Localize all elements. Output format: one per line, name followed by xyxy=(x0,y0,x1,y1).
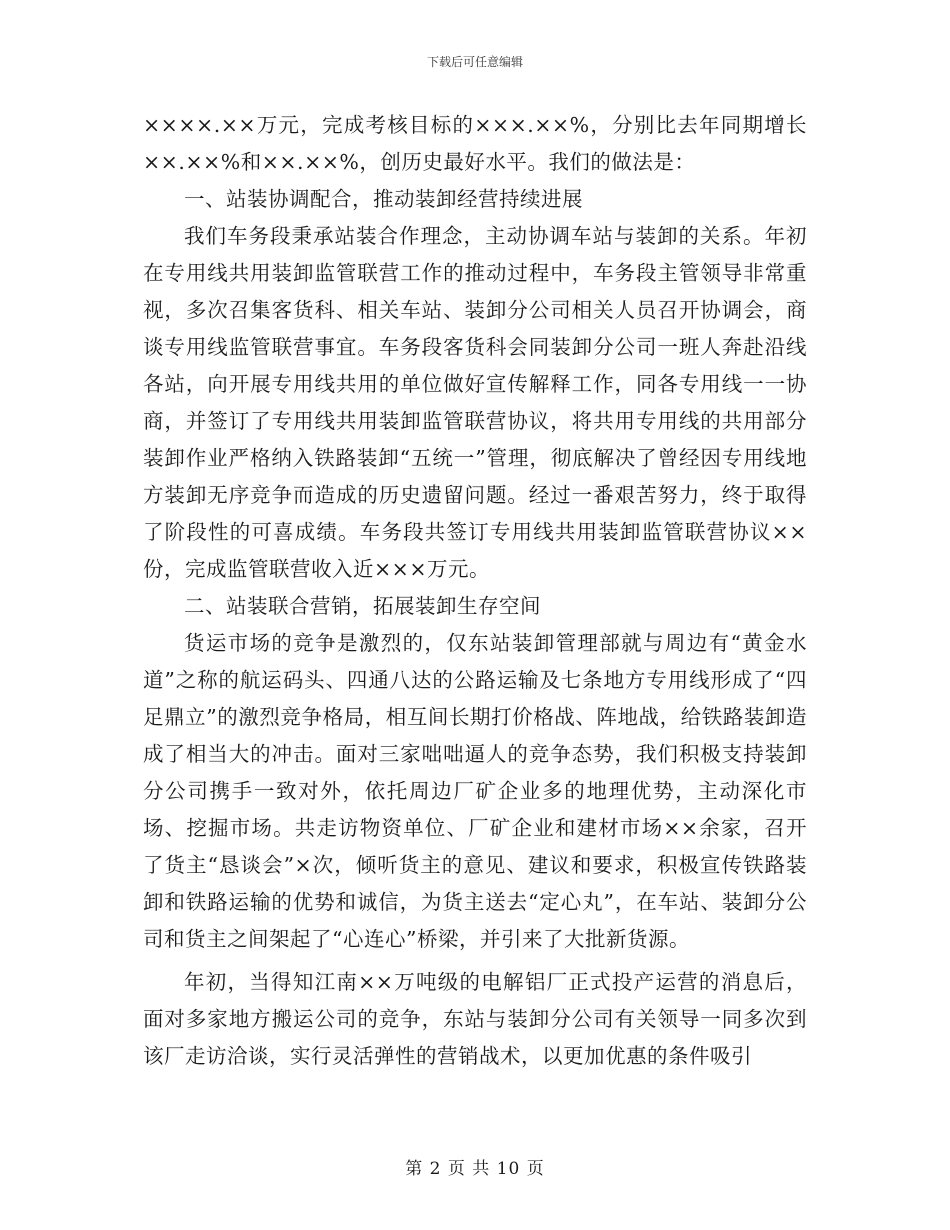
page-number: 第 2 页 共 10 页 xyxy=(405,1159,545,1179)
page-header: 下载后可任意编辑 xyxy=(426,55,523,69)
paragraph-summary: ××××.××万元，完成考核目标的×××.××%，分别比去年同期增长××.××%和××.××%，创历史最好水平。我们的做法是： xyxy=(143,113,807,174)
section-heading-2: 二、站装联合营销，拓展装卸生存空间 xyxy=(184,594,541,618)
section-heading-1: 一、站装协调配合，推动装卸经营持续进展 xyxy=(184,187,583,211)
paragraph-section-1: 我们车务段秉承站装合作理念，主动协调车站与装卸的关系。年初在专用线共用装卸监管联营工作的推动过程中，车务段主管领导非常重视，多次召集客货科、相关车站、装卸分公司相关人员召开协调会，商谈专用线监管联营事宜。车务段客货科会同装卸分公司一班人奔赴沿线各站，向开展专用线共用的单位做好宣传解释工作，同各专用线一一协商，并签订了专用线共用装卸监管联营协议，将共用专用线的共用部分装卸作业严格纳入铁路装卸“五统一”管理，彻底解决了曾经因专用线地方装卸无序竞争而造成的历史遗留问题。经过一番艰苦努力，终于取得了阶段性的可喜成绩。车务段共签订专用线共用装卸监管联营协议××份，完成监管联营收入近×××万元。 xyxy=(143,224,807,581)
paragraph-section-2-continued: 年初，当得知江南××万吨级的电解铝厂正式投产运营的消息后，面对多家地方搬运公司的竞争，东站与装卸分公司有关领导一同多次到该厂走访洽谈，实行灵活弹性的营销战术，以更加优惠的条件吸引 xyxy=(143,970,807,1068)
document-body xyxy=(143,107,807,1075)
paragraph-section-2: 货运市场的竞争是激烈的，仅东站装卸管理部就与周边有“黄金水道”之称的航运码头、四通八达的公路运输及七条地方专用线形成了“四足鼎立”的激烈竞争格局，相互间长期打价格战、阵地战，给铁路装卸造成了相当大的冲击。面对三家咄咄逼人的竞争态势，我们积极支持装卸分公司携手一致对外，依托周边厂矿企业多的地理优势，主动深化市场、挖掘市场。共走访物资单位、厂矿企业和建材市场××余家，召开了货主“恳谈会”×次，倾听货主的意见、建议和要求，积极宣传铁路装卸和铁路运输的优势和诚信，为货主送去“定心丸”，在车站、装卸分公司和货主之间架起了“心连心”桥梁，并引来了大批新货源。 xyxy=(143,631,807,951)
